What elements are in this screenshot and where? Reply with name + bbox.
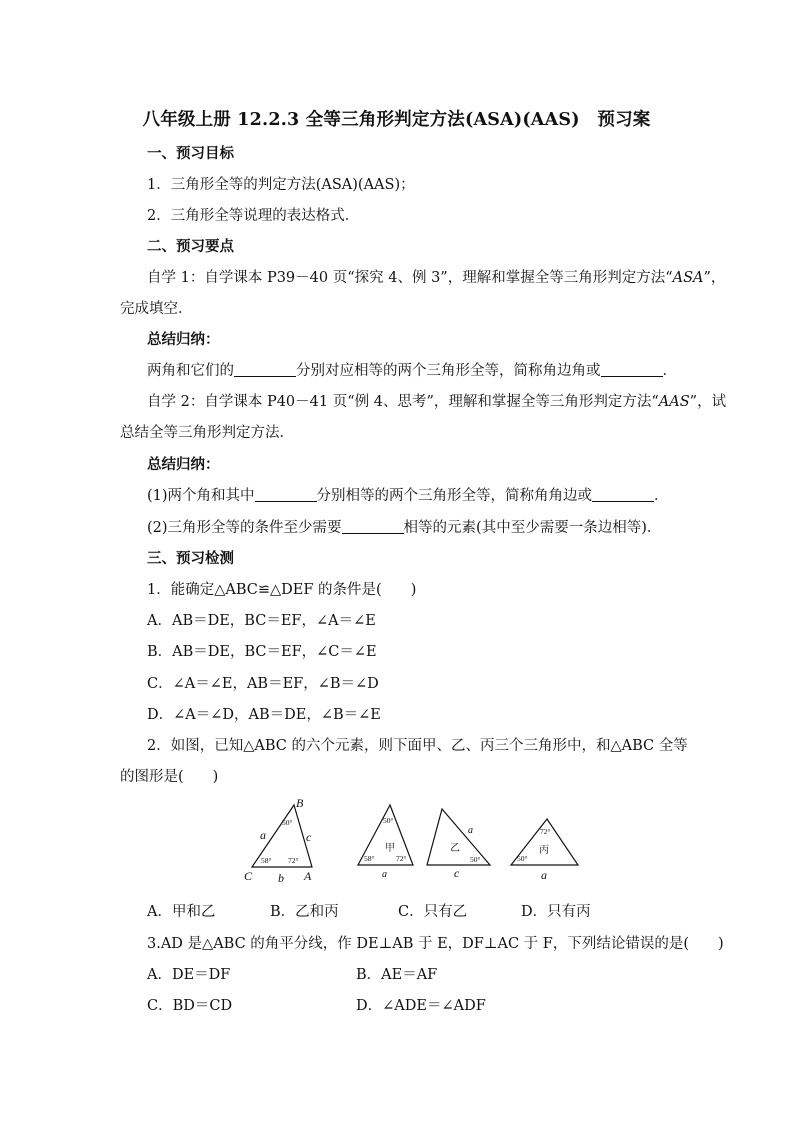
q2-option-a[interactable]: A．甲和乙 <box>147 904 216 920</box>
section-heading-goals: 一、预习目标 <box>147 145 234 162</box>
q2-stem: 2．如图，已知△ABC 的六个元素，则下面甲、乙、丙三个三角形中，和△ABC 全等 <box>147 738 688 754</box>
summary-heading-1: 总结归纳： <box>147 331 220 348</box>
q1-option-c[interactable]: C．∠A＝∠E，AB＝EF，∠B＝∠D <box>147 676 379 692</box>
jia-right-angle: 72° <box>396 854 407 863</box>
self-study-1-end: ”， <box>703 270 726 286</box>
fill-line-2 <box>147 486 669 506</box>
label-side-b: b <box>278 871 284 885</box>
bing-left-angle: 50° <box>517 854 528 863</box>
q2-option-c[interactable]: C．只有乙 <box>398 904 468 920</box>
self-study-2-end: ”，试 <box>689 394 727 410</box>
label-side-a: a <box>260 828 266 842</box>
q2-option-d[interactable]: D．只有丙 <box>521 904 591 920</box>
yi-side-1: a <box>468 825 473 836</box>
blank-4[interactable] <box>592 487 654 502</box>
blank-1[interactable] <box>234 362 296 377</box>
q1-option-d[interactable]: D．∠A＝∠D，AB＝DE，∠B＝∠E <box>147 707 381 723</box>
q1-option-b[interactable]: B．AB＝DE，BC＝EF，∠C＝∠E <box>147 644 377 660</box>
yi-side-2: c <box>454 866 460 880</box>
fill-line-3-a: (2)三角形全等的条件至少需要 <box>147 520 342 536</box>
fill-line-2-c: ． <box>654 488 669 504</box>
self-study-2-cont: 总结全等三角形判定方法． <box>120 425 294 441</box>
self-study-1-text: 自学 1：自学课本 P39－40 页“探究 4、例 3”，理解和掌握全等三角形判定方法“ <box>147 270 673 286</box>
jia-label: 甲 <box>385 843 395 854</box>
section-heading-points: 二、预习要点 <box>147 238 234 255</box>
self-study-2-text: 自学 2：自学课本 P40－41 页“例 4、思考”，理解和掌握全等三角形判定方法“ <box>147 394 659 410</box>
self-study-2 <box>147 392 726 412</box>
asa-term: ASA <box>672 270 704 286</box>
bing-side: a <box>541 868 547 882</box>
angle-b-value: 50° <box>282 818 293 827</box>
jia-left-angle: 58° <box>364 854 375 863</box>
self-study-1 <box>147 268 725 288</box>
blank-5[interactable] <box>342 519 404 534</box>
goal-item-1: 1．三角形全等的判定方法(ASA)(AAS)； <box>147 177 415 193</box>
q3-stem: 3.AD 是△ABC 的角平分线，作 DE⊥AB 于 E，DF⊥AC 于 F，下列结论错误的是( ) <box>147 936 724 952</box>
q2-option-b[interactable]: B．乙和丙 <box>270 904 339 920</box>
page-title: 八年级上册 12.2.3 全等三角形判定方法(ASA)(AAS) 预习案 <box>142 110 651 130</box>
jia-side: a <box>382 869 387 880</box>
fill-line-1-a: 两角和它们的 <box>147 363 234 379</box>
q1-stem: 1．能确定△ABC≌△DEF 的条件是( ) <box>147 582 417 598</box>
bing-top-angle: 72° <box>540 827 551 836</box>
blank-3[interactable] <box>255 487 317 502</box>
q1-option-a[interactable]: A．AB＝DE，BC＝EF，∠A＝∠E <box>147 613 376 629</box>
label-vertex-a: A <box>304 869 312 883</box>
q3-option-b[interactable]: B．AE＝AF <box>356 967 438 983</box>
yi-angle: 50° <box>470 855 481 864</box>
aas-term: AAS <box>658 394 690 410</box>
triangle-figures <box>230 795 590 885</box>
angle-c-value: 58° <box>261 856 272 865</box>
fill-line-2-b: 分别相等的两个三角形全等，简称角角边或 <box>316 488 593 504</box>
bing-label: 丙 <box>539 845 549 856</box>
label-vertex-c: C <box>244 869 253 883</box>
q3-option-d[interactable]: D．∠ADE＝∠ADF <box>356 998 486 1014</box>
fill-line-1-c: ． <box>662 363 677 379</box>
label-vertex-b: B <box>296 796 304 810</box>
q2-stem-cont: 的图形是( ) <box>120 769 219 785</box>
yi-label: 乙 <box>450 843 460 854</box>
fill-line-2-a: (1)两个角和其中 <box>147 488 255 504</box>
blank-2[interactable] <box>601 362 663 377</box>
self-study-1-cont: 完成填空． <box>120 301 193 317</box>
summary-heading-2: 总结归纳： <box>147 456 220 473</box>
section-heading-check: 三、预习检测 <box>147 550 234 567</box>
fill-line-3-b: 相等的元素(其中至少需要一条边相等)． <box>403 520 662 536</box>
jia-top-angle: 50° <box>383 816 394 825</box>
triangle-yi <box>427 809 490 865</box>
angle-a-value: 72° <box>288 856 299 865</box>
fill-line-3 <box>147 518 661 538</box>
fill-line-1-b: 分别对应相等的两个三角形全等，简称角边角或 <box>296 363 601 379</box>
q3-option-c[interactable]: C．BD＝CD <box>147 998 233 1014</box>
fill-line-1 <box>147 361 677 381</box>
label-side-c: c <box>306 830 312 844</box>
goal-item-2: 2．三角形全等说理的表达格式． <box>147 208 360 224</box>
q3-option-a[interactable]: A．DE＝DF <box>147 967 231 983</box>
